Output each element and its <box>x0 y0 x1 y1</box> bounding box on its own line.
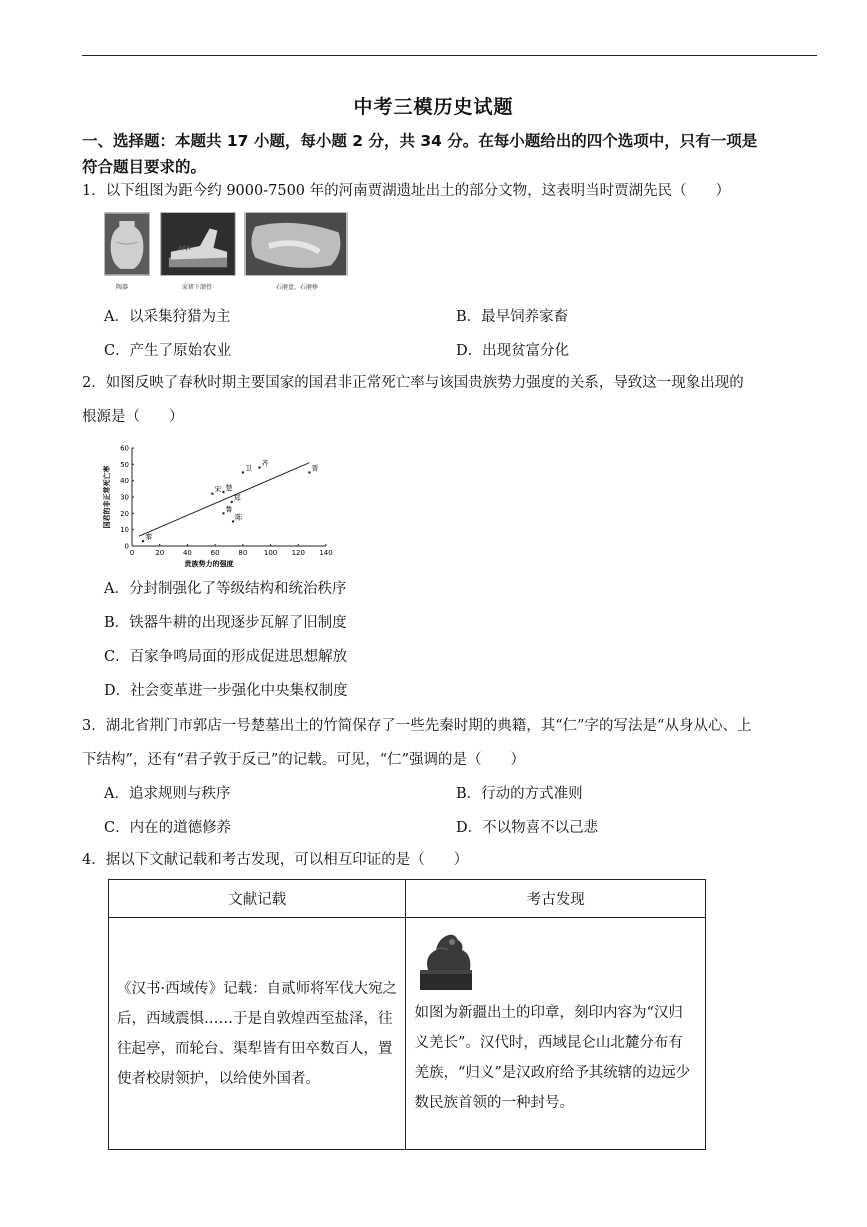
header-documents: 文献记载 <box>109 880 406 918</box>
seal-image <box>416 928 478 994</box>
q2-stem-line2: 根源是（ ） <box>82 409 184 425</box>
data-point <box>211 493 213 495</box>
q3-stem-line1: 3．湖北省荆门市郭店一号楚墓出土的竹简保存了一些先秦时期的典籍，其“仁”字的写法是“从身从心、上 <box>82 718 752 734</box>
grinding-stone-image <box>244 212 348 276</box>
q2-option-c[interactable]: C．百家争鸣局面的形成促进思想解放 <box>104 649 348 665</box>
y-axis-label: 国君的非正常死亡率 <box>103 465 111 529</box>
q1-option-a[interactable]: A．以采集狩猎为主 <box>104 309 231 325</box>
data-point <box>308 471 310 473</box>
q3-option-c[interactable]: C．内在的道德修养 <box>104 820 232 836</box>
x-axis-label: 贵族势力的强度 <box>184 560 234 568</box>
q3-option-b[interactable]: B．行动的方式准则 <box>456 786 583 802</box>
seal-image-wrap <box>406 918 705 998</box>
x-tick-label: 20 <box>155 549 165 557</box>
scatter-chart <box>100 438 340 570</box>
data-point <box>222 491 224 493</box>
pottery-caption: 陶器 <box>116 284 129 291</box>
point-label: 晋 <box>311 464 319 473</box>
point-label: 齐 <box>261 459 269 468</box>
q3-stem-line2: 下结构”，还有“君子敦于反己”的记载。可见，“仁”强调的是（ ） <box>82 752 526 768</box>
point-label: 楚 <box>225 484 233 493</box>
exam-title: 中考三模历史试题 <box>353 96 514 118</box>
archaeology-cell <box>406 918 706 1150</box>
q3-option-d[interactable]: D．不以物喜不以己悲 <box>456 820 599 836</box>
table-header-row <box>109 880 706 918</box>
y-tick-label: 10 <box>120 526 129 535</box>
q2-option-b[interactable]: B．铁器牛耕的出现逐步瓦解了旧制度 <box>104 615 347 631</box>
header-rule <box>82 55 817 56</box>
q2-option-d[interactable]: D．社会变革进一步强化中央集权制度 <box>104 683 348 699</box>
pottery-image <box>104 212 150 276</box>
q2-option-a[interactable]: A．分封制强化了等级结构和统治秩序 <box>104 581 347 597</box>
q1-option-d[interactable]: D．出现贫富分化 <box>456 343 570 359</box>
q1-stem: 1．以下组图为距今约 9000-7500 年的河南贾湖遗址出土的部分文物，这表明当时贾湖先民（ ） <box>82 183 731 199</box>
q4-table <box>108 879 706 1150</box>
trend-line <box>139 463 309 537</box>
q2-chart <box>100 438 340 570</box>
documents-cell <box>109 918 406 1150</box>
x-tick-label: 40 <box>182 549 192 557</box>
grinding-stone-caption: 石磨盘、石磨棒 <box>276 284 319 291</box>
point-label: 卫 <box>244 464 252 473</box>
table-row <box>109 918 706 1150</box>
x-tick-label: 60 <box>210 549 220 557</box>
point-label: 宋 <box>214 485 222 494</box>
data-point <box>142 540 144 542</box>
documents-text: 《汉书·西域传》记载：自贰师将军伐大宛之后，西域震惧……于是自敦煌西至盐泽，往往起亭，而轮台、渠犁皆有田卒数百人，置使者校尉领护，以给使外国者。 <box>117 980 398 1087</box>
point-label: 秦 <box>145 533 153 542</box>
archaeology-text: 如图为新疆出土的印章，刻印内容为“汉归义羌长”。汉代时，西域昆仑山北麓分布有羌族，“归义”是汉政府给予其统辖的边远少数民族首领的一种封号。 <box>414 1005 691 1111</box>
y-tick-label: 0 <box>124 542 129 551</box>
q1-artifact-images <box>104 212 354 298</box>
y-tick-label: 50 <box>120 460 129 469</box>
section-heading-line2: 符合题目要求的。 <box>82 158 207 176</box>
y-tick-label: 40 <box>120 477 129 486</box>
data-point <box>258 466 260 468</box>
data-point <box>242 471 244 473</box>
x-tick-label: 0 <box>129 549 135 557</box>
section-heading <box>82 128 822 180</box>
data-point <box>231 501 233 503</box>
q1-option-c[interactable]: C．产生了原始农业 <box>104 343 232 359</box>
data-point <box>222 512 224 514</box>
header-archaeology: 考古发现 <box>406 880 706 918</box>
q3-option-a[interactable]: A．追求规则与秩序 <box>104 786 231 802</box>
x-tick-label: 80 <box>238 549 248 557</box>
q2-stem-line1: 2．如图反映了春秋时期主要国家的国君非正常死亡率与该国贵族势力强度的关系，导致这一现象出现的 <box>82 375 744 391</box>
point-label: 陈 <box>235 513 243 522</box>
section-heading-line1: 一、选择题：本题共 17 小题，每小题 2 分，共 34 分。在每小题给出的四个选项中，只有一项是 <box>82 132 758 150</box>
y-tick-label: 20 <box>120 509 129 518</box>
y-tick-label: 60 <box>120 444 129 453</box>
q1-option-b[interactable]: B．最早饲养家畜 <box>456 309 569 325</box>
point-label: 郑 <box>233 493 241 502</box>
point-label: 鲁 <box>225 505 233 514</box>
x-tick-label: 140 <box>319 549 333 557</box>
data-point <box>232 520 234 522</box>
x-tick-label: 120 <box>291 549 305 557</box>
pig-jaw-caption: 家猪下颌骨 <box>182 284 213 291</box>
q4-stem: 4．据以下文献记载和考古发现，可以相互印证的是（ ） <box>82 852 469 868</box>
y-tick-label: 30 <box>120 493 129 502</box>
x-tick-label: 100 <box>263 549 278 557</box>
pig-jaw-image <box>160 212 236 276</box>
